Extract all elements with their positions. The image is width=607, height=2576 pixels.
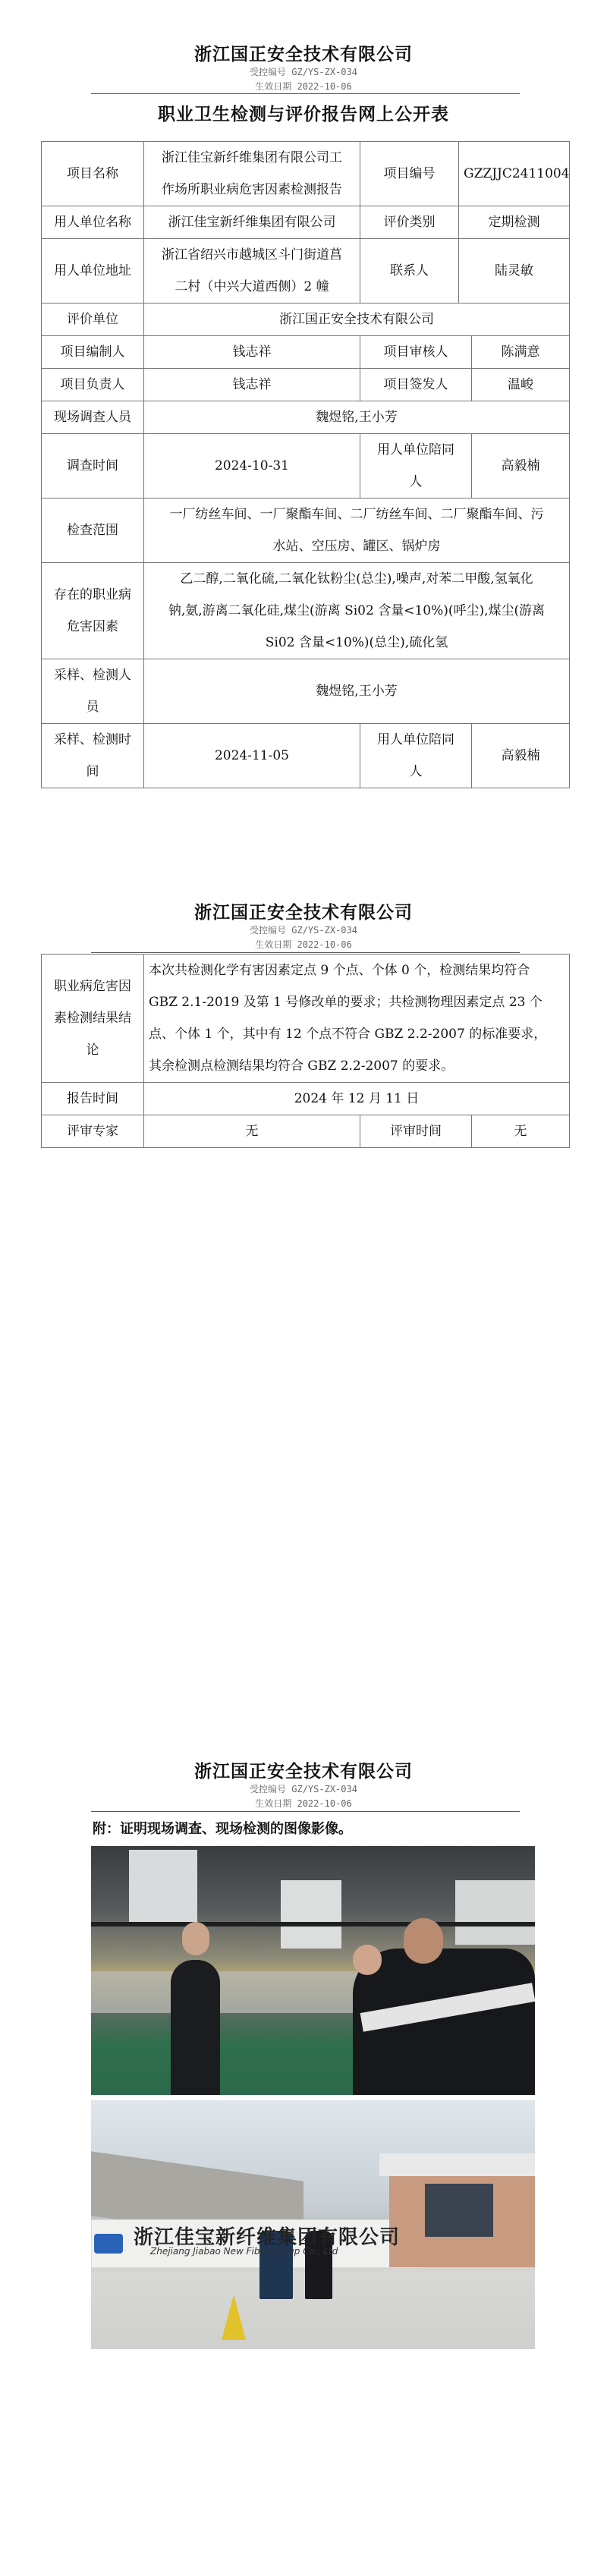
- survey-time: 2024-10-31: [144, 434, 360, 499]
- attachment-caption: 附：证明现场调查、现场检测的图像影像。: [93, 1821, 352, 1837]
- leader: 钱志祥: [144, 369, 360, 401]
- address: 浙江省绍兴市越城区斗门街道菖 二村（中兴大道西侧）2 幢: [144, 239, 360, 304]
- company-name: 浙江国正安全技术有限公司: [194, 902, 413, 923]
- control-number: 受控编号 GZ/YS-ZX-034: [250, 67, 357, 77]
- disclosure-table: [41, 141, 570, 788]
- employer: 浙江佳宝新纤维集团有限公司: [144, 206, 360, 239]
- label: 项目负责人: [42, 369, 144, 401]
- label: 检查范围: [42, 499, 144, 563]
- label: 职业病危害因 素检测结果结 论: [42, 955, 144, 1083]
- effective-date: 生效日期 2022-10-06: [255, 1798, 352, 1809]
- machine-rail: [91, 1922, 535, 1926]
- compiler: 钱志祥: [144, 336, 360, 369]
- label: 现场调查人员: [42, 401, 144, 434]
- photo-sign-text: 浙江佳宝新纤维集团有限公司: [134, 2226, 401, 2249]
- label: 项目编号: [360, 142, 459, 206]
- issuer: 温峻: [472, 369, 570, 401]
- conclusion-table: [41, 954, 570, 1148]
- label: 项目名称: [42, 142, 144, 206]
- label: 用人单位地址: [42, 239, 144, 304]
- label: 调查时间: [42, 434, 144, 499]
- surveyors: 魏煜铭,王小芳: [144, 401, 570, 434]
- site-entrance-photo: [91, 2100, 535, 2349]
- label: 项目审核人: [360, 336, 472, 369]
- person-head: [404, 1918, 443, 1964]
- report-time: 2024 年 12 月 11 日: [144, 1083, 570, 1115]
- eval-unit: 浙江国正安全技术有限公司: [144, 304, 570, 336]
- label: 用人单位陪同 人: [360, 724, 472, 788]
- report-title: 职业卫生检测与评价报告网上公开表: [158, 104, 449, 124]
- guardhouse-window: [425, 2184, 493, 2237]
- label: 评审时间: [360, 1115, 472, 1148]
- company-name: 浙江国正安全技术有限公司: [194, 1761, 413, 1782]
- label: 评价类别: [360, 206, 459, 239]
- sample-time: 2024-11-05: [144, 724, 360, 788]
- label: 采样、检测人 员: [42, 659, 144, 724]
- header-divider: [91, 952, 520, 953]
- person-head: [182, 1922, 209, 1955]
- samplers: 魏煜铭,王小芳: [144, 659, 570, 724]
- machine-panel: [455, 1880, 535, 1945]
- page2-header: [0, 902, 607, 952]
- inspection-scope: 一厂纺丝车间、一厂聚酯车间、二厂纺丝车间、二厂聚酯车间、污 水站、空压房、罐区、锅炉房: [144, 499, 570, 563]
- person-head: [353, 1945, 382, 1975]
- contact: 陆灵敏: [459, 239, 570, 304]
- control-number: 受控编号 GZ/YS-ZX-034: [250, 925, 357, 936]
- project-name: 浙江佳宝新纤维集团有限公司工 作场所职业病危害因素检测报告: [144, 142, 360, 206]
- label: 报告时间: [42, 1083, 144, 1115]
- accompany2: 高毅楠: [472, 724, 570, 788]
- company-name: 浙江国正安全技术有限公司: [194, 44, 413, 64]
- machine-panel: [281, 1880, 341, 1949]
- traffic-cone: [222, 2294, 246, 2340]
- person-figure: [171, 1960, 220, 2095]
- label: 评价单位: [42, 304, 144, 336]
- label: 存在的职业病 危害因素: [42, 563, 144, 659]
- photo-sign-english: Zhejiang Jiabao New Fiber Group Co., Ltd: [150, 2246, 338, 2257]
- label: 采样、检测时 间: [42, 724, 144, 788]
- eval-type: 定期检测: [459, 206, 570, 239]
- review-time: 无: [472, 1115, 570, 1148]
- accompany: 高毅楠: [472, 434, 570, 499]
- label: 项目签发人: [360, 369, 472, 401]
- effective-date: 生效日期 2022-10-06: [255, 81, 352, 92]
- company-logo-icon: [94, 2234, 123, 2254]
- site-survey-photo: [91, 1846, 535, 2095]
- experts: 无: [144, 1115, 360, 1148]
- label: 用人单位陪同 人: [360, 434, 472, 499]
- conclusion: 本次共检测化学有害因素定点 9 个点、个体 0 个，检测结果均符合 GBZ 2.1-2019 及第 1 号修改单的要求；共检测物理因素定点 23 个 点、个体 1 个，其中有 12 个点不符合 GBZ 2.2-2007 的标准要求， 其余检测点检测结果均符合 GBZ 2.2-2007 的要求。: [144, 955, 570, 1083]
- hazard-factors: 乙二醇,二氧化硫,二氧化钛粉尘(总尘),噪声,对苯二甲酸,氢氧化 钠,氨,游离二氧化硅,煤尘(游离 Si02 含量<10%)(呼尘),煤尘(游离 Si02 含量<10%)(总尘),硫化氢: [144, 563, 570, 659]
- header-divider: [91, 1811, 520, 1812]
- page3-header: [0, 1761, 607, 1811]
- page1-header: [0, 44, 607, 94]
- machine-panel: [129, 1850, 197, 1922]
- label: 评审专家: [42, 1115, 144, 1148]
- effective-date: 生效日期 2022-10-06: [255, 939, 352, 950]
- guardhouse-roof: [379, 2153, 535, 2176]
- header-divider: [91, 93, 520, 94]
- reviewer: 陈满意: [472, 336, 570, 369]
- control-number: 受控编号 GZ/YS-ZX-034: [250, 1784, 357, 1794]
- label: 用人单位名称: [42, 206, 144, 239]
- label: 项目编制人: [42, 336, 144, 369]
- label: 联系人: [360, 239, 459, 304]
- project-no: GZZJJC2411004: [459, 142, 570, 206]
